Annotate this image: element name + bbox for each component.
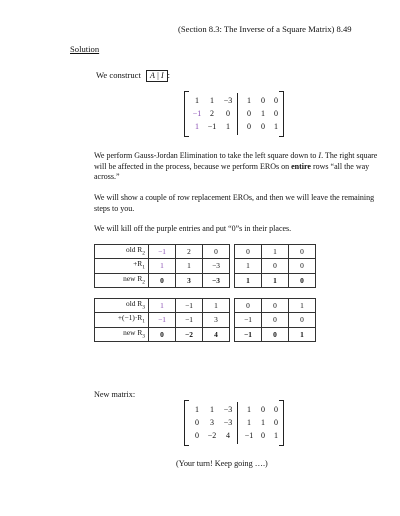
ero-cell: 0 xyxy=(289,259,316,273)
ero-cell: 3 xyxy=(176,273,203,287)
ero-cell: −3 xyxy=(203,259,230,273)
ero-cell: −2 xyxy=(176,327,203,341)
matrix-entry: 0 xyxy=(261,122,265,131)
ero-cell: 0 xyxy=(289,313,316,327)
matrix-entry: 1 xyxy=(261,418,265,427)
ero-cell: 1 xyxy=(235,259,262,273)
ero-label-text: old R xyxy=(126,299,143,308)
matrix-entry: 3 xyxy=(210,418,214,427)
ero-label-subscript: 3 xyxy=(142,333,145,340)
matrix-entry: 4 xyxy=(226,431,230,440)
ero-cell: 0 xyxy=(262,327,289,341)
ero-row xyxy=(95,273,316,287)
ero-cell: −1 xyxy=(176,299,203,313)
ero-label-text: +R xyxy=(133,259,143,269)
matrix-entry: −3 xyxy=(223,405,233,414)
ero-cell: 0 xyxy=(262,313,289,327)
ero-label-subscript: 2 xyxy=(142,279,145,286)
matrix-entry: 0 xyxy=(261,405,265,414)
matrix-entry: 1 xyxy=(226,122,230,131)
matrix-entry: 0 xyxy=(261,96,265,105)
matrix-entry: −1 xyxy=(244,431,254,440)
paragraph-purple-entries: We will kill off the purple entries and put “0”s in their places. xyxy=(94,224,292,233)
ero-cell: 1 xyxy=(203,299,230,313)
left-bracket xyxy=(184,91,189,137)
ero-label-subscript: 3 xyxy=(142,304,145,311)
ero-label-text: new R xyxy=(123,273,143,283)
augment-divider xyxy=(237,402,238,444)
augmented-matrix-initial xyxy=(184,91,284,137)
ero-row xyxy=(95,327,316,341)
ero-cell: 0 xyxy=(289,245,316,259)
matrix-entry: 2 xyxy=(210,109,214,118)
paragraph-gauss-jordan xyxy=(94,151,384,183)
matrix-entry: 0 xyxy=(274,96,278,105)
ero-label-text: new R xyxy=(123,327,143,337)
ero-cell: 0 xyxy=(235,299,262,313)
ero-row xyxy=(95,313,316,327)
augment-divider xyxy=(237,93,238,135)
ero-cell: 1 xyxy=(176,259,203,273)
construct-colon: : xyxy=(167,70,171,80)
matrix-entry: −1 xyxy=(207,122,217,131)
matrix-entry: −1 xyxy=(192,109,202,118)
ero-row-label xyxy=(95,245,149,259)
matrix-entry: 0 xyxy=(226,109,230,118)
ero-cell: 1 xyxy=(262,245,289,259)
para1-b: . xyxy=(321,151,324,160)
matrix-entry: 0 xyxy=(195,418,199,427)
ero-cell: 1 xyxy=(289,299,316,313)
ero-cell: 0 xyxy=(289,273,316,287)
left-bracket xyxy=(184,400,189,446)
ero-cell: −1 xyxy=(149,245,176,259)
new-matrix-label: New matrix: xyxy=(94,390,136,399)
ero-cell: 1 xyxy=(235,273,262,287)
matrix-entry: 1 xyxy=(274,431,278,440)
para1-c: The right square will be affected in the process, because we perform EROs on xyxy=(94,151,378,171)
matrix-entry: 0 xyxy=(261,431,265,440)
ero-row xyxy=(95,259,316,273)
ero-cell: 0 xyxy=(262,299,289,313)
matrix-entry: 1 xyxy=(210,96,214,105)
ero-label-subscript: 2 xyxy=(142,250,145,257)
matrix-entry: 1 xyxy=(195,96,199,105)
ero-cell: 1 xyxy=(289,327,316,341)
ero-cell: 0 xyxy=(149,273,176,287)
ero-cell: 1 xyxy=(149,299,176,313)
ero-cell: −3 xyxy=(203,273,230,287)
ero-cell: −1 xyxy=(176,313,203,327)
ero-label-subscript: 1 xyxy=(142,264,145,271)
ero-row-label xyxy=(95,273,149,287)
ero-table-row2 xyxy=(94,244,316,288)
ero-cell: 0 xyxy=(262,259,289,273)
matrix-entry: 0 xyxy=(195,431,199,440)
matrix-entry: 0 xyxy=(274,418,278,427)
construct-text: We construct xyxy=(96,70,141,80)
para1-a: We perform Gauss-Jordan Elimination to take the left square down to xyxy=(94,151,319,160)
ero-row-label xyxy=(95,259,149,273)
ero-row xyxy=(95,245,316,259)
ero-cell: 3 xyxy=(203,313,230,327)
ero-cell: 0 xyxy=(235,245,262,259)
ero-row-label xyxy=(95,313,149,327)
ero-cell: 4 xyxy=(203,327,230,341)
matrix-entry: 1 xyxy=(247,96,251,105)
matrix-entry: 0 xyxy=(247,122,251,131)
matrix-entry: 1 xyxy=(274,122,278,131)
augmented-matrix-new xyxy=(184,400,284,446)
ero-cell: 1 xyxy=(149,259,176,273)
ero-cell: 0 xyxy=(149,327,176,341)
matrix-entry: 1 xyxy=(195,122,199,131)
matrix-entry: 1 xyxy=(261,109,265,118)
matrix-entry: 0 xyxy=(274,109,278,118)
ero-cell: 1 xyxy=(262,273,289,287)
ero-cell: −1 xyxy=(235,313,262,327)
matrix-entry: 1 xyxy=(247,418,251,427)
para1-d: rows “all the way across.” xyxy=(94,161,370,181)
matrix-entry: 1 xyxy=(195,405,199,414)
page-header: (Section 8.3: The Inverse of a Square Matrix) 8.49 xyxy=(178,24,352,34)
para1-I: I xyxy=(318,151,322,160)
ero-cell: −1 xyxy=(235,327,262,341)
ero-cell: −1 xyxy=(149,313,176,327)
ero-label-text: +(−1)·R xyxy=(117,313,143,323)
matrix-entry: 0 xyxy=(274,405,278,414)
matrix-entry: −3 xyxy=(223,418,233,427)
matrix-entry: 0 xyxy=(247,109,251,118)
ero-label-subscript: 1 xyxy=(142,318,145,325)
solution-label: Solution xyxy=(70,44,100,54)
para1-entire: entire xyxy=(291,161,311,171)
ero-cell: 2 xyxy=(176,245,203,259)
matrix-entry: 1 xyxy=(210,405,214,414)
ero-cell: 0 xyxy=(203,245,230,259)
augmented-symbol: A | I xyxy=(146,70,168,82)
ero-row-label xyxy=(95,327,149,341)
ero-row xyxy=(95,299,316,313)
paragraph-row-replacement: We will show a couple of row replacement EROs, and then we will leave the remaining steps to you. xyxy=(94,193,375,213)
ero-row-label xyxy=(95,299,149,313)
matrix-entry: −3 xyxy=(223,96,233,105)
ero-table-row3 xyxy=(94,298,316,342)
construct-line xyxy=(96,70,170,82)
your-turn-note: (Your turn! Keep going ….) xyxy=(176,459,268,468)
matrix-entry: 1 xyxy=(247,405,251,414)
matrix-entry: −2 xyxy=(207,431,217,440)
ero-label-text: old R xyxy=(126,245,143,254)
